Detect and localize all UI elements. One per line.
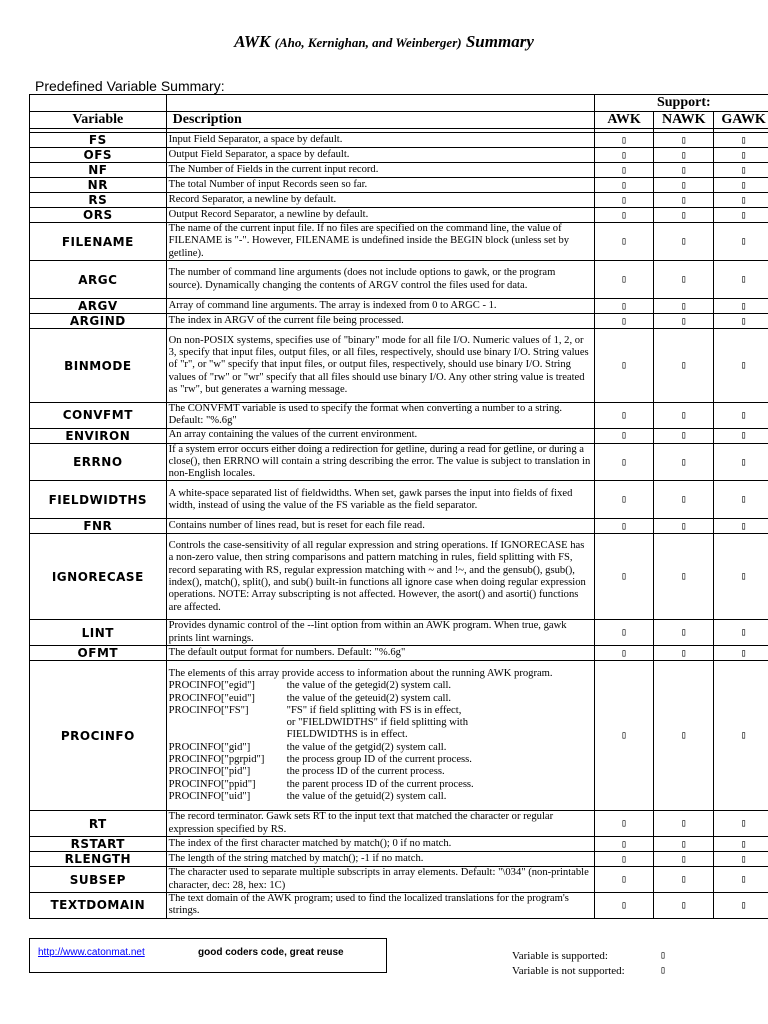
awk-support-mark: ▯ <box>594 428 654 443</box>
variable-description: The index of the first character matched by match(); 0 if no match. <box>166 837 594 852</box>
awk-support-mark: ▯ <box>594 646 654 661</box>
awk-support-mark: ▯ <box>594 661 654 811</box>
procinfo-entry: PROCINFO["euid"] the value of the geteuid(2) system call. <box>168 692 452 704</box>
nawk-support-mark: ▯ <box>654 481 714 519</box>
variable-description: Input Field Separator, a space by default. <box>166 133 594 148</box>
nawk-support-mark: ▯ <box>654 519 714 534</box>
title-summary: Summary <box>465 32 534 51</box>
gawk-support-mark: ▯ <box>714 223 768 261</box>
nawk-support-mark: ▯ <box>654 893 714 919</box>
variable-heading: Variable <box>30 112 167 129</box>
legend <box>512 950 667 980</box>
gawk-support-mark: ▯ <box>714 428 768 443</box>
procinfo-entry: PROCINFO["egid"] the value of the getegid(2) system call. <box>168 680 452 692</box>
table-header-row-1 <box>30 95 768 112</box>
awk-support-mark: ▯ <box>594 481 654 519</box>
awk-support-mark: ▯ <box>594 299 654 314</box>
gawk-support-mark: ▯ <box>714 403 768 429</box>
variable-row <box>30 646 768 661</box>
variable-name: OFS <box>30 148 167 163</box>
variable-description: Contains number of lines read, but is reset for each file read. <box>166 519 594 534</box>
gawk-support-mark: ▯ <box>714 299 768 314</box>
variable-name: TEXTDOMAIN <box>30 893 167 919</box>
awk-support-mark: ▯ <box>594 148 654 163</box>
gawk-support-mark: ▯ <box>714 481 768 519</box>
gawk-support-mark: ▯ <box>714 178 768 193</box>
gawk-support-mark: ▯ <box>714 893 768 919</box>
variable-row <box>30 867 768 893</box>
variable-description: Output Record Separator, a newline by default. <box>166 208 594 223</box>
variable-description: The text domain of the AWK program; used to find the localized translations for the program's strings. <box>166 893 594 919</box>
awk-support-mark: ▯ <box>594 133 654 148</box>
variable-name: ORS <box>30 208 167 223</box>
variable-table <box>29 94 768 919</box>
table-header-row-2 <box>30 112 768 129</box>
variable-description: Output Field Separator, a space by default. <box>166 148 594 163</box>
nawk-support-mark: ▯ <box>654 148 714 163</box>
variable-description: An array containing the values of the current environment. <box>166 428 594 443</box>
variable-row <box>30 223 768 261</box>
awk-support-mark: ▯ <box>594 893 654 919</box>
variable-name: CONVFMT <box>30 403 167 429</box>
gawk-support-mark: ▯ <box>714 852 768 867</box>
nawk-support-mark: ▯ <box>654 620 714 646</box>
variable-description: The name of the current input file. If no files are specified on the command line, the value of FILENAME is "-". However, FILENAME is undefined inside the BEGIN block (unless set by getline). <box>166 223 594 261</box>
awk-heading: AWK <box>594 112 654 129</box>
page-title <box>0 32 768 52</box>
nawk-support-mark: ▯ <box>654 314 714 329</box>
variable-description: The elements of this array provide access to information about the running AWK program. PROCINFO["egid"] the value of the getegid(2) system call. PROCINFO["euid"] the value of the geteuid(2) system call. PROCINFO["FS"] "FS" if field splitting with FS is in effect, or "FIELDWIDTHS" if field splitting with FIELDWIDTHS is in effect. PROCINFO["gid"] the value of the getgid(2) system call. PROCINFO["pgrpid"] the process group ID of the current process. PROCINFO["pid"] the process ID of the current process. PROCINFO["ppid"] the parent process ID of the current process. PROCINFO["uid"] the value of the getuid(2) system call. <box>166 661 594 811</box>
awk-support-mark: ▯ <box>594 163 654 178</box>
nawk-heading: NAWK <box>654 112 714 129</box>
gawk-support-mark: ▯ <box>714 148 768 163</box>
procinfo-entry: or "FIELDWIDTHS" if field splitting with <box>286 717 468 729</box>
gawk-support-mark: ▯ <box>714 620 768 646</box>
title-awk: AWK <box>234 32 271 51</box>
variable-name: OFMT <box>30 646 167 661</box>
awk-support-mark: ▯ <box>594 867 654 893</box>
variable-name: PROCINFO <box>30 661 167 811</box>
variable-description: The record terminator. Gawk sets RT to the input text that matched the character or regular expression specified by RS. <box>166 811 594 837</box>
awk-support-mark: ▯ <box>594 208 654 223</box>
variable-row <box>30 443 768 481</box>
variable-description: Provides dynamic control of the --lint option from within an AWK program. When true, gawk prints lint warnings. <box>166 620 594 646</box>
not-supported-symbol: ▯ <box>660 965 667 976</box>
variable-row <box>30 481 768 519</box>
variable-name: FIELDWIDTHS <box>30 481 167 519</box>
procinfo-entry: PROCINFO["gid"] the value of the getgid(2) system call. <box>168 741 447 753</box>
variable-row <box>30 148 768 163</box>
variable-description: The length of the string matched by match(); -1 if no match. <box>166 852 594 867</box>
variable-row <box>30 403 768 429</box>
gawk-support-mark: ▯ <box>714 261 768 299</box>
nawk-support-mark: ▯ <box>654 661 714 811</box>
gawk-support-mark: ▯ <box>714 314 768 329</box>
gawk-support-mark: ▯ <box>714 519 768 534</box>
catonmat-link[interactable]: http://www.catonmat.net <box>38 947 145 958</box>
awk-support-mark: ▯ <box>594 620 654 646</box>
legend-not-supported: Variable is not supported: ▯ <box>512 965 667 977</box>
variable-description: If a system error occurs either doing a redirection for getline, during a read for getline, or during a close(), then ERRNO will contain a string describing the error. The value is subject to translation in non-English locales. <box>166 443 594 481</box>
nawk-support-mark: ▯ <box>654 223 714 261</box>
procinfo-entries <box>169 680 592 803</box>
gawk-support-mark: ▯ <box>714 867 768 893</box>
variable-row <box>30 314 768 329</box>
nawk-support-mark: ▯ <box>654 163 714 178</box>
variable-row <box>30 534 768 620</box>
procinfo-entry: FIELDWIDTHS is in effect. <box>286 729 408 741</box>
variable-row <box>30 261 768 299</box>
nawk-support-mark: ▯ <box>654 852 714 867</box>
gawk-support-mark: ▯ <box>714 193 768 208</box>
gawk-support-mark: ▯ <box>714 133 768 148</box>
nawk-support-mark: ▯ <box>654 193 714 208</box>
gawk-support-mark: ▯ <box>714 837 768 852</box>
gawk-heading: GAWK <box>714 112 768 129</box>
variable-row <box>30 852 768 867</box>
awk-support-mark: ▯ <box>594 223 654 261</box>
nawk-support-mark: ▯ <box>654 646 714 661</box>
variable-description: The number of command line arguments (does not include options to gawk, or the program source). Dynamically changing the contents of ARGV control the files used for data. <box>166 261 594 299</box>
variable-name: ARGC <box>30 261 167 299</box>
variable-name: RT <box>30 811 167 837</box>
variable-row <box>30 811 768 837</box>
awk-support-mark: ▯ <box>594 261 654 299</box>
variable-name: ARGIND <box>30 314 167 329</box>
variable-name: FILENAME <box>30 223 167 261</box>
variable-name: RS <box>30 193 167 208</box>
awk-support-mark: ▯ <box>594 837 654 852</box>
awk-support-mark: ▯ <box>594 314 654 329</box>
awk-support-mark: ▯ <box>594 534 654 620</box>
variable-description: On non-POSIX systems, specifies use of "binary" mode for all file I/O. Numeric values of 1, 2, or 3, specify that input files, output files, or all files, respectively, should use binary I/O. String values of "r", or "w" specify that input files, or output files, respectively, should use binary I/O. String values of "rw" or "wr" specify that all files should use binary I/O. Any other string value is treated as "rw", but generates a warning message. <box>166 329 594 403</box>
variable-description: Record Separator, a newline by default. <box>166 193 594 208</box>
variable-row <box>30 893 768 919</box>
variable-row <box>30 661 768 811</box>
footer-box <box>29 938 387 973</box>
variable-name: SUBSEP <box>30 867 167 893</box>
variable-row <box>30 178 768 193</box>
variable-row <box>30 519 768 534</box>
variable-name: ARGV <box>30 299 167 314</box>
variable-description: The Number of Fields in the current input record. <box>166 163 594 178</box>
variable-name: FS <box>30 133 167 148</box>
section-subtitle: Predefined Variable Summary: <box>35 78 225 94</box>
gawk-support-mark: ▯ <box>714 329 768 403</box>
variable-description: A white-space separated list of fieldwidths. When set, gawk parses the input into fields of fixed width, instead of using the value of the FS variable as the field separator. <box>166 481 594 519</box>
procinfo-entry: PROCINFO["FS"] "FS" if field splitting with FS is in effect, <box>168 704 462 716</box>
variable-name: BINMODE <box>30 329 167 403</box>
footer-slogan: good coders code, great reuse <box>198 947 344 958</box>
nawk-support-mark: ▯ <box>654 428 714 443</box>
variable-name: NF <box>30 163 167 178</box>
variable-row <box>30 428 768 443</box>
variable-description: The default output format for numbers. Default: "%.6g" <box>166 646 594 661</box>
variable-name: RSTART <box>30 837 167 852</box>
variable-row <box>30 133 768 148</box>
variable-name: IGNORECASE <box>30 534 167 620</box>
nawk-support-mark: ▯ <box>654 133 714 148</box>
nawk-support-mark: ▯ <box>654 261 714 299</box>
procinfo-entry: PROCINFO["pid"] the process ID of the current process. <box>168 766 445 778</box>
variable-description: The character used to separate multiple subscripts in array elements. Default: "\034" (non-printable character, dec: 28, hex: 1C) <box>166 867 594 893</box>
variable-description: The CONVFMT variable is used to specify the format when converting a number to a string. Default: "%.6g" <box>166 403 594 429</box>
variable-row <box>30 837 768 852</box>
supported-symbol: ▯ <box>660 950 667 961</box>
support-heading: Support: <box>594 95 768 112</box>
awk-support-mark: ▯ <box>594 852 654 867</box>
procinfo-entry: PROCINFO["ppid"] the parent process ID of the current process. <box>168 778 474 790</box>
gawk-support-mark: ▯ <box>714 811 768 837</box>
gawk-support-mark: ▯ <box>714 646 768 661</box>
gawk-support-mark: ▯ <box>714 661 768 811</box>
awk-support-mark: ▯ <box>594 403 654 429</box>
variable-name: RLENGTH <box>30 852 167 867</box>
variable-description: Array of command line arguments. The array is indexed from 0 to ARGC - 1. <box>166 299 594 314</box>
nawk-support-mark: ▯ <box>654 299 714 314</box>
nawk-support-mark: ▯ <box>654 443 714 481</box>
procinfo-entry: PROCINFO["pgrpid"] the process group ID of the current process. <box>168 754 472 766</box>
awk-support-mark: ▯ <box>594 193 654 208</box>
variable-row <box>30 163 768 178</box>
variable-row <box>30 329 768 403</box>
nawk-support-mark: ▯ <box>654 837 714 852</box>
legend-supported: Variable is supported: ▯ <box>512 950 667 962</box>
description-heading: Description <box>166 112 594 129</box>
nawk-support-mark: ▯ <box>654 329 714 403</box>
awk-support-mark: ▯ <box>594 519 654 534</box>
variable-description: The total Number of input Records seen so far. <box>166 178 594 193</box>
gawk-support-mark: ▯ <box>714 534 768 620</box>
gawk-support-mark: ▯ <box>714 443 768 481</box>
variable-name: LINT <box>30 620 167 646</box>
variable-row <box>30 193 768 208</box>
variable-description: The index in ARGV of the current file being processed. <box>166 314 594 329</box>
variable-name: NR <box>30 178 167 193</box>
nawk-support-mark: ▯ <box>654 534 714 620</box>
gawk-support-mark: ▯ <box>714 208 768 223</box>
nawk-support-mark: ▯ <box>654 208 714 223</box>
title-authors: (Aho, Kernighan, and Weinberger) <box>274 35 462 50</box>
gawk-support-mark: ▯ <box>714 163 768 178</box>
variable-row <box>30 620 768 646</box>
procinfo-entry: PROCINFO["uid"] the value of the getuid(2) system call. <box>168 790 447 802</box>
variable-name: ERRNO <box>30 443 167 481</box>
awk-support-mark: ▯ <box>594 329 654 403</box>
awk-support-mark: ▯ <box>594 811 654 837</box>
variable-row <box>30 208 768 223</box>
variable-description: Controls the case-sensitivity of all regular expression and string operations. If IGNORECASE has a non-zero value, then string comparisons and pattern matching in rules, field splitting with FS, record separating with RS, regular expression matching with ~ and !~, and the gensub(), gsub(), index(), match(), split(), and sub() built-in functions all ignore case when doing regular expression operations. NOTE: Array subscripting is not affected. However, the asort() and asorti() functions are affected. <box>166 534 594 620</box>
variable-name: FNR <box>30 519 167 534</box>
nawk-support-mark: ▯ <box>654 403 714 429</box>
variable-row <box>30 299 768 314</box>
awk-support-mark: ▯ <box>594 443 654 481</box>
awk-support-mark: ▯ <box>594 178 654 193</box>
nawk-support-mark: ▯ <box>654 867 714 893</box>
nawk-support-mark: ▯ <box>654 178 714 193</box>
nawk-support-mark: ▯ <box>654 811 714 837</box>
variable-name: ENVIRON <box>30 428 167 443</box>
